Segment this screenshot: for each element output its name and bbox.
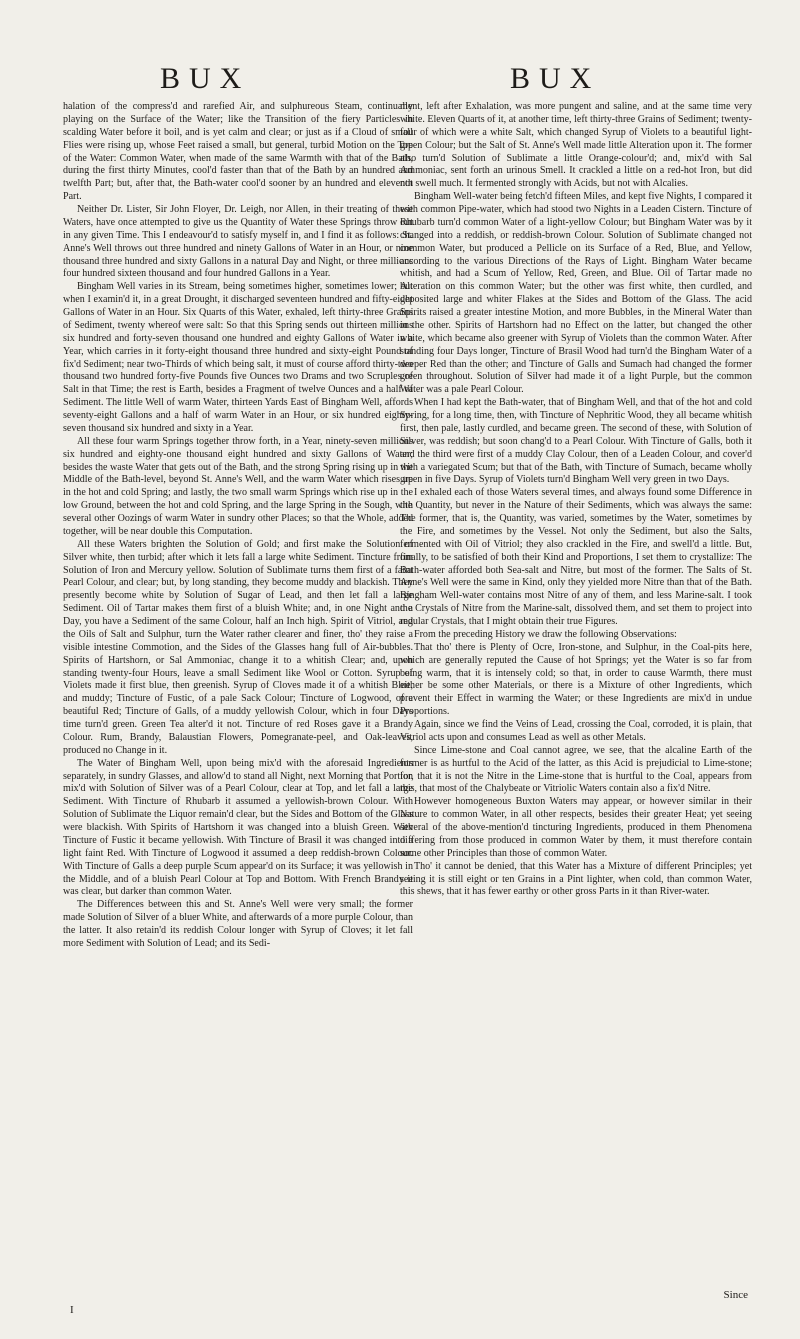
paragraph: Neither Dr. Lister, Sir John Floyer, Dr. Leigh, nor Allen, in their treating of these Waters, have once attempted to give us the Quantity of Water these Springs throw out in any given Time. This I endeavour'd to satisfy myself in, and I find it as follows: St. Anne's Well throws out three hundred and ninety Gallons of Water in an Hour, or nine thousand three hundred and sixty Gallons in a natural Day and Night, or three millions four hundred sixteen thousand and four hundred Gallons in a Year.	[63, 204, 413, 280]
running-header	[0, 62, 800, 102]
paragraph: I exhaled each of those Waters several times, and always found some Difference in the Quantity, but never in the Nature of their Sediments, which was always the same: The former, that is, the Quantity, was varied, sometimes by the Water, sometimes by the Fire, and sometimes by the Vessel. Not only the Sediment, but also the Salts, fermented with Oil of Vitriol; they also crackled in the Fire, and swell'd a little. But, finally, to be satisfied of both their Kind and Proportions, I set them to crystallize: The Bath-water afforded both Sea-salt and Nitre, but most of the former. The Salts of St. Anne's Well were the same in Kind, only they yielded more Nitre than that of the Bath. Bingham Well-water contains most Nitre of any of them, and less Marine-salt. I took the Crystals of Nitre from the Marine-salt, dissolved them, and set them to project into regular Crystals, that I might obtain their true Figures.	[400, 487, 752, 627]
paragraph: Bingham Well-water being fetch'd fifteen Miles, and kept five Nights, I compared it with common Pipe-water, which had stood two Nights in a Leaden Cistern. Tincture of Rhubarb turn'd common Water of a light-yellow Colour; but Bingham Water was by it changed into a reddish, or reddish-brown Colour. Solution of Sublimate changed not common Water, but produced a Pellicle on its Surface of a Red, Blue, and Yellow, according to the various Directions of the Rays of Light. Bingham Water became whitish, and had a Scum of Yellow, Red, Green, and Blue. Oil of Tartar made no Alteration on this common Water; but the other was first white, then curdled, and deposited large and whiter Flakes at the Sides and Bottom of the Glass. The acid Spirits raised a greater intestine Motion, and more Bubbles, in the Mineral Water than in the other. Spirits of Hartshorn had no Effect on the latter, but changed the other white, which became also greener with Syrup of Violets than the common Water. After standing four Days longer, Tincture of Brasil Wood had turn'd the Bingham Water of a deeper Red than the other; and Tincture of Galls and Sumach had changed the former green throughout. Solution of Silver had made it of a light Purple, but the common Water was a pale Pearl Colour.	[400, 191, 752, 396]
paragraph: The Water of Bingham Well, upon being mix'd with the aforesaid Ingredients separately, in sundry Glasses, and allow'd to stand all Night, next Morning that Portion mix'd with Solution of Silver was of a Pearl Colour, clear at Top, and let fall a large Sediment. With Tincture of Rhubarb it assumed a yellowish-brown Colour. With Solution of Sublimate the Liquor remain'd clear, but the Sides and Bottom of the Glass were blackish. With Spirits of Hartshorn it was changed into a bluish Green. With Tincture of Fustic it became yellowish. With Tincture of Brasil it was changed into a light faint Red. With Tincture of Logwood it assumed a deep reddish-brown Colour. With Tincture of Galls a deep purple Scum appear'd on its Surface; it was yellowish in the Middle, and of a bluish Pearl Colour at Top and Bottom. With French Brandy it was clear, but darker than common Water.	[63, 757, 413, 898]
catchword: Since	[723, 1289, 748, 1301]
paragraph: However homogeneous Buxton Waters may appear, or however similar in their Nature to common Water, in all other respects, besides their greater Heat; yet seeing several of the above-mention'd tincturing Ingredients, produced in them Phenomena differing from those produced in common Water by them, it must therefore contain some other Principles than those of common Water.	[400, 796, 752, 859]
running-head-left: BUX	[160, 62, 251, 95]
paragraph: ment, left after Exhalation, was more pungent and saline, and at the same time very white. Eleven Quarts of it, at another time, left thirty-three Grains of Sediment; twenty-four of which were a white Salt, which changed Syrup of Violets to a beautiful light-green Colour; but the Salt of St. Anne's Well made little Alteration upon it. The former also turn'd Solution of Sublimate a little Orange-colour'd; and, mix'd with Sal Ammoniac, sent forth an urinous Smell. It crackled a little on a red-hot Iron, but did not swell much. It fermented strongly with Acids, but not with Alcalies.	[400, 101, 752, 190]
running-head-right: BUX	[510, 62, 601, 95]
paragraph: Tho' it cannot be denied, that this Water has a Mixture of different Principles; yet seeing it is still eight or ten Grains in a Pint lighter, when cold, than common Water, this shews, that it has fewer earthy or other gross Parts in it than River-water.	[400, 860, 752, 898]
paragraph: That tho' there is Plenty of Ocre, Iron-stone, and Sulphur, in the Coal-pits here, which are generally reputed the Cause of hot Springs; yet the Water is so far from being warm, that it is intensely cold; so that, in order to cause Warmth, there must either be some other Materials, or there is a Mixture of other Ingredients, which prevent their Effect in warming the Water; or these Ingredients are mix'd in undue Proportions.	[400, 641, 752, 718]
right-text-column	[400, 101, 752, 1281]
signature-mark: I	[70, 1304, 74, 1316]
paragraph: All these Waters brighten the Solution of Gold; and first make the Solution of Silver white, then turbid; after which it lets fall a large white Sediment. Tincture from Solution of Iron and Mercury yellow. Solution of Sublimate turns them first of a faint Pearl Colour, and clear; but, by long standing, they become muddy and blackish. They presently become white by Solution of Sugar of Lead, and then let fall a large Sediment. Oil of Tartar makes them first of a bluish White; and, in one Night and a Day, you have a Sediment of the same Colour, half an Inch high. Spirit of Vitriol, and the Oils of Salt and Sulphur, turn the Water rather clearer and finer, tho' they raise a visible intestine Commotion, and the Sides of the Glasses hang full of Air-bubbles. Spirits of Hartshorn, or Sal Ammoniac, change it to a whitish Clear; and, upon standing twenty-four Hours, leave a small Sediment like Wool or Cotton. Syrup of Violets made it first blue, then greenish. Syrup of Cloves made it of a whitish Blue, and muddy; Tincture of Fustic, of a pale Sack Colour; Tincture of Logwood, of a beautiful Red; Tincture of Galls, of a muddy yellowish Colour, which in four Days time turn'd green. Green Tea alter'd it not. Tincture of red Roses gave it a Brandy Colour. Rum, Brandy, Balaustian Flowers, Pomegranate-peel, and Oak-leaves, produced no Change in it.	[63, 538, 413, 756]
paragraph: Again, since we find the Veins of Lead, crossing the Coal, corroded, it is plain, that Vitriol acts upon and consumes Lead as well as other Metals.	[400, 719, 752, 743]
paragraph: halation of the compress'd and rarefied Air, and sulphureous Steam, continually playing on the Surface of the Water; like the Transition of the fiery Particles in scalding Water before it boil, and is yet calm and clear; or just as if a Cloud of small Flies were rising up, whose Feet raised a small, but general, turbid Motion on the Top of the Water: Common Water, when made of the same Warmth with that of the Bath, during the first thirty Minutes, cool'd faster than that of the Bath by an hundred and twelfth Part; but, after that, the Bath-water cool'd sooner by an hundred and eleventh Part.	[63, 101, 413, 203]
paragraph: Bingham Well varies in its Stream, being sometimes higher, sometimes lower; but when I examin'd it, in a great Drought, it discharged seventeen hundred and fifty-eight Gallons of Water in an Hour. Six Quarts of this Water, exhaled, left thirty-three Grains of Sediment, twenty whereof were salt: So that this Spring sends out thirteen millions six hundred and forty-seven thousand one hundred and eighty Gallons of Water in a Year, which carries in it forty-eight thousand three hundred and sixty-eight Pound of fix'd Sediment; near two-Thirds of which being salt, it must of course afford thirty-two thousand two hundred forty-five Pounds five Ounces two Drams and two Scruples of Salt in that Time; the rest is Earth, besides a Fragment of twelve Ounces and a half of Sediment. The little Well of warm Water, thirteen Yards East of Bingham Well, affords seventy-eight Gallons and a half of warm Water in an Hour, or six hundred eighty-seven thousand six hundred and sixty in a Year.	[63, 281, 413, 434]
paragraph: From the preceding History we draw the following Observations:	[414, 628, 677, 640]
paragraph: The Differences between this and St. Anne's Well were very small; the former made Solution of Silver of a bluer White, and afterwards of a more purple Colour, than the latter. It also retain'd its reddish Colour longer with Syrup of Cloves; it let fall more Sediment with Solution of Lead; and its Sedi-	[63, 899, 413, 949]
paragraph: Since Lime-stone and Coal cannot agree, we see, that the alcaline Earth of the former is as hurtful to the Acid of the latter, as this Acid is prejudicial to Lime-stone; for, that it is not the Nitre in the Lime-stone that is hurtful to the Coal, appears from this, that most of the Chalybeate or Vitriolic Waters contain also a fix'd Nitre.	[400, 744, 752, 795]
paragraph: When I had kept the Bath-water, that of Bingham Well, and that of the hot and cold Spring, for a long time, then, with Tincture of Nephritic Wood, they all became whitish first, then pale, lastly curdled, and became green. The second of these, with Solution of Silver, was reddish; but soon chang'd to a Pearl Colour. With Tincture of Galls, both it and the third were first of a muddy Clay Colour, then of a Leaden Colour, and cover'd with a variegated Scum; but that of the Bath, with Tincture of Sumach, became wholly green in five Days. Syrup of Violets turn'd Bingham Well very green in two Days.	[400, 397, 752, 486]
left-text-column	[63, 101, 413, 1281]
paragraph: All these four warm Springs together throw forth, in a Year, ninety-seven millions six hundred and eighty-one thousand eight hundred and sixty Gallons of Water; besides the waste Water that gets out of the Bath, and the strong Spring rising up in the Middle of the Bath-level, beyond St. Anne's Well, and the warm Water which rises up in the hot and cold Spring; and lastly, the two small warm Springs which rise up in the low Ground, between the hot and cold Spring, and the large Spring in the Sough, with several other Oozings of warm Water in sundry other Places; so that the Whole, added together, will be near double this Computation.	[63, 435, 413, 537]
